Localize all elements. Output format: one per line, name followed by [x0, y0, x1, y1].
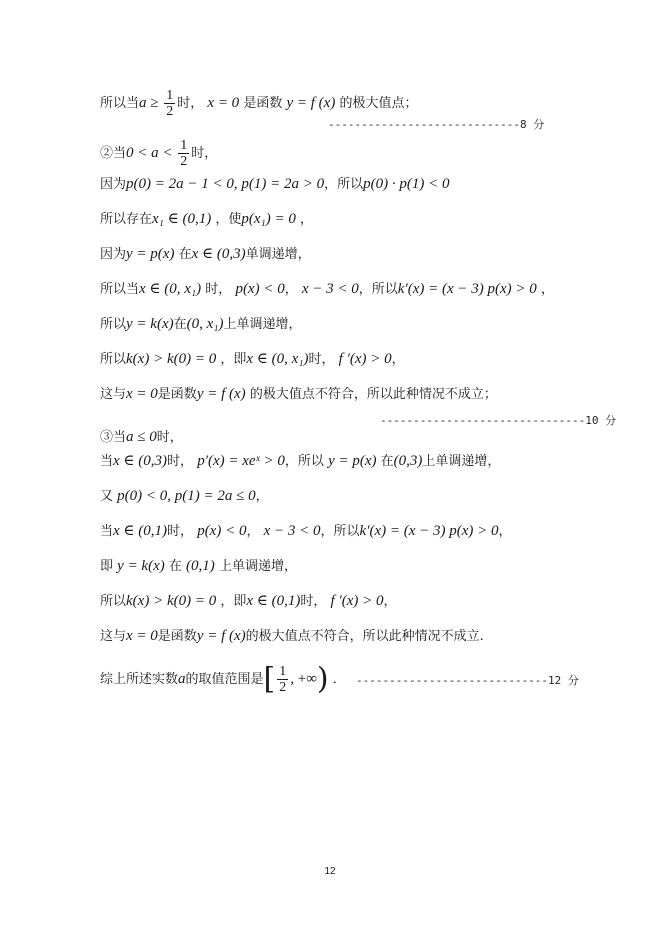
text-segment: 因为	[100, 247, 127, 262]
text-segment: 当	[100, 454, 114, 469]
text-line	[100, 627, 484, 646]
math-expr: x ∈ (0, x₁)	[139, 281, 202, 297]
text-segment: 在	[173, 317, 187, 332]
text-line	[100, 280, 554, 299]
text-segment: 的极大值点；	[339, 96, 418, 111]
text-segment: ，	[300, 212, 314, 227]
text-segment: ，	[383, 594, 397, 609]
text-line	[100, 385, 497, 404]
text-segment: 的取值范围是	[185, 672, 264, 687]
math-var: a	[178, 671, 186, 687]
math-expr: 0 < a <	[126, 145, 177, 161]
math-expr: x − 3 < 0	[263, 523, 321, 539]
text-segment: 所以当	[100, 282, 140, 297]
math-expr: (0, x₁)	[186, 316, 224, 332]
text-segment: 时，	[191, 146, 218, 161]
text-segment: 这与	[100, 629, 127, 644]
text-segment: 在	[178, 247, 192, 262]
math-var: a	[139, 95, 147, 111]
text-segment: 时，	[177, 96, 204, 111]
math-expr: x ∈ (0,1)	[113, 523, 168, 539]
math-expr: (0,3)	[393, 453, 423, 469]
text-line	[100, 315, 302, 334]
text-segment: ②当	[100, 146, 127, 161]
text-segment: 时，	[167, 454, 194, 469]
math-expr: y = f (x)	[196, 628, 246, 644]
text-segment: 所以	[100, 317, 127, 332]
text-segment: 时，	[156, 430, 183, 445]
text-segment: 上单调递增，	[218, 559, 297, 574]
math-expr: p(x₁) = 0	[241, 211, 296, 227]
text-segment: 时，	[308, 352, 335, 367]
math-expr: k′(x) = (x − 3) p(x) > 0	[359, 523, 499, 539]
text-segment: ，即	[220, 594, 247, 609]
text-segment: ，所以	[358, 282, 398, 297]
text-segment: ，	[284, 282, 298, 297]
score-marker: -------------------------------10 分	[380, 414, 617, 427]
math-expr: p(0) · p(1) < 0	[363, 176, 450, 192]
text-segment: 即	[100, 559, 114, 574]
math-expr: y = p(x)	[126, 246, 175, 262]
text-segment: 上单调递增，	[223, 317, 302, 332]
score-marker: -----------------------------12 分	[356, 674, 579, 687]
text-segment: 在	[168, 559, 182, 574]
math-expr: p(x) < 0	[197, 523, 247, 539]
math-expr: y = p(x)	[328, 453, 377, 469]
math-expr: x − 3 < 0	[301, 281, 359, 297]
text-segment: ，	[540, 282, 554, 297]
text-segment: ，所以	[284, 454, 324, 469]
math-expr: p(0) < 0, p(1) = 2a ≤ 0	[117, 488, 256, 504]
text-line	[100, 210, 313, 229]
math-expr: (0,1)	[186, 558, 215, 574]
text-segment: ，所以	[320, 524, 360, 539]
math-expr: y = k(x)	[117, 558, 165, 574]
math-expr: x = 0	[207, 95, 240, 111]
text-segment: 是函数	[243, 96, 283, 111]
text-line	[100, 452, 500, 471]
fraction: $\frac{1}{2}$	[166, 88, 174, 119]
text-segment: ，使	[215, 212, 242, 227]
text-line	[100, 88, 418, 119]
text-segment: ，	[255, 489, 269, 504]
math-expr: y = f (x)	[286, 95, 336, 111]
math-expr: p(0) = 2a − 1 < 0, p(1) = 2a > 0	[126, 176, 325, 192]
math-expr: , +∞	[290, 671, 317, 687]
math-expr: y = k(x)	[126, 316, 174, 332]
fraction: $\frac{1}{2}$	[180, 138, 188, 169]
text-segment: 当	[100, 524, 114, 539]
text-segment: ．	[332, 672, 346, 687]
text-segment: ③当	[100, 430, 127, 445]
text-segment: 所以当	[100, 96, 140, 111]
math-expr: p′(x) = xeˣ > 0	[197, 453, 285, 469]
text-segment: 是函数	[157, 387, 197, 402]
text-segment: 的极大值点不符合，所以此种情况不成立；	[249, 387, 497, 402]
math-expr: a ≤ 0	[126, 429, 157, 445]
text-line	[100, 350, 405, 369]
math-expr: x = 0	[126, 386, 158, 402]
math-expr: f ′(x) > 0	[330, 593, 384, 609]
text-line	[100, 138, 217, 169]
text-segment: 的极大值点不符合，所以此种情况不成立.	[245, 629, 484, 644]
math-expr: k′(x) = (x − 3) p(x) > 0	[397, 281, 537, 297]
text-segment: 单调递增，	[245, 247, 311, 262]
math-expr: x = 0	[126, 628, 158, 644]
bracket-right: )	[316, 661, 329, 697]
text-line	[100, 175, 449, 194]
math-expr: f ′(x) > 0	[338, 351, 392, 367]
text-segment: ，所以	[324, 177, 364, 192]
text-segment: 所以	[100, 594, 127, 609]
bracket-left: [	[263, 661, 276, 697]
math-expr: x ∈ (0,3)	[113, 453, 168, 469]
math-expr: x₁ ∈ (0,1)	[152, 211, 212, 227]
math-expr: x ∈ (0,1)	[246, 593, 301, 609]
text-segment: 上单调递增，	[422, 454, 501, 469]
math-expr: k(x) > k(0) = 0	[126, 593, 217, 609]
text-line	[100, 428, 183, 447]
text-segment: 时，	[167, 524, 194, 539]
text-segment: 因为	[100, 177, 127, 192]
text-segment: 综上所述实数	[100, 672, 179, 687]
text-segment: 所以	[100, 352, 127, 367]
text-segment: ，即	[220, 352, 247, 367]
text-line	[100, 245, 311, 264]
math-expr: x ∈ (0, x₁)	[246, 351, 309, 367]
text-segment: ，	[498, 524, 512, 539]
text-segment: 是函数	[157, 629, 197, 644]
text-line	[100, 487, 269, 506]
text-line	[100, 592, 397, 611]
text-line	[100, 522, 512, 541]
text-segment: 又	[100, 489, 114, 504]
math-expr: y = f (x)	[196, 386, 246, 402]
fraction: $\frac{1}{2}$	[279, 664, 287, 695]
text-segment: 时，	[300, 594, 327, 609]
text-segment: ，	[391, 352, 405, 367]
text-line	[100, 661, 346, 697]
text-segment: 时，	[205, 282, 232, 297]
math-expr: k(x) > k(0) = 0	[126, 351, 217, 367]
page-number: 12	[324, 866, 336, 877]
text-segment: 在	[380, 454, 394, 469]
text-line	[100, 557, 297, 576]
math-symbol: ≥	[146, 95, 163, 111]
text-segment: ，	[246, 524, 260, 539]
text-segment: 这与	[100, 387, 127, 402]
math-expr: x ∈ (0,3)	[191, 246, 246, 262]
text-segment: 所以存在	[100, 212, 153, 227]
math-expr: p(x) < 0	[235, 281, 285, 297]
score-marker: -----------------------------8 分	[328, 118, 545, 131]
